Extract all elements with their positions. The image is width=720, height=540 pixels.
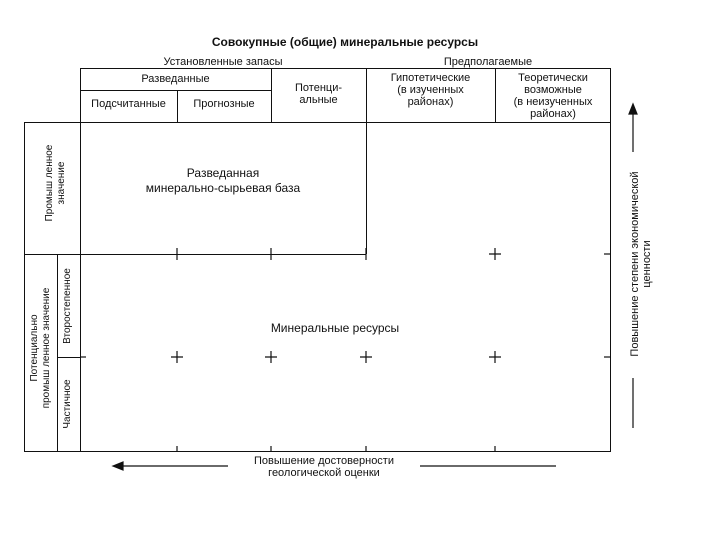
industrial-line-2: значение — [56, 161, 67, 205]
secondary-label: Второстепенное — [62, 268, 73, 344]
hypothetical-line-1: Гипотетические — [390, 72, 471, 84]
theoretical-line-4: районах) — [530, 108, 576, 120]
explored-base-line-1: Разведанная — [186, 166, 260, 180]
reliability-label — [228, 455, 420, 479]
diagram-title: Совокупные (общие) минеральные ресурсы — [211, 35, 479, 49]
potential-industrial-line-2: промыш ленное значение — [41, 287, 52, 409]
theoretical-line-2: возможные — [524, 84, 582, 96]
assumed-label: Предполагаемые — [443, 56, 533, 68]
hypothetical-line-3: районах) — [407, 96, 454, 108]
plus-mark — [489, 351, 501, 363]
partial-label: Частичное — [62, 379, 73, 429]
plus-marks — [80, 248, 611, 452]
economic-value-line-2: ценности — [641, 240, 653, 288]
established-reserves-label: Установленные запасы — [163, 56, 283, 68]
plus-mark — [360, 351, 372, 363]
economic-arrow-head — [629, 104, 637, 114]
explored-base-line-2: минерально-сырьевая база — [145, 181, 301, 195]
plus-mark — [489, 248, 501, 260]
industrial-line-1: Промыш ленное — [44, 144, 55, 222]
hypothetical-line-2: (в изученных — [397, 84, 464, 96]
potential-line-1: Потенци- — [295, 82, 342, 94]
plus-mark — [265, 351, 277, 363]
reliability-arrow-head — [113, 462, 123, 470]
theoretical-line-3: (в неизученных — [513, 96, 593, 108]
mineral-resources-label: Минеральные ресурсы — [270, 321, 400, 335]
explored-label: Разведанные — [141, 73, 210, 85]
theoretical-line-1: Теоретически — [518, 72, 588, 84]
forecast-label: Прогнозные — [193, 98, 255, 110]
economic-value-label — [615, 152, 655, 376]
potential-line-2: альные — [299, 94, 338, 106]
reliability-line-1: Повышение достоверности — [253, 455, 394, 467]
potential-industrial-line-1: Потенциально — [29, 314, 40, 382]
economic-value-line-1: Повышение степени экономической — [629, 171, 641, 357]
plus-mark — [171, 351, 183, 363]
counted-label: Подсчитанные — [91, 98, 166, 110]
reliability-line-2: геологической оценки — [268, 467, 380, 479]
